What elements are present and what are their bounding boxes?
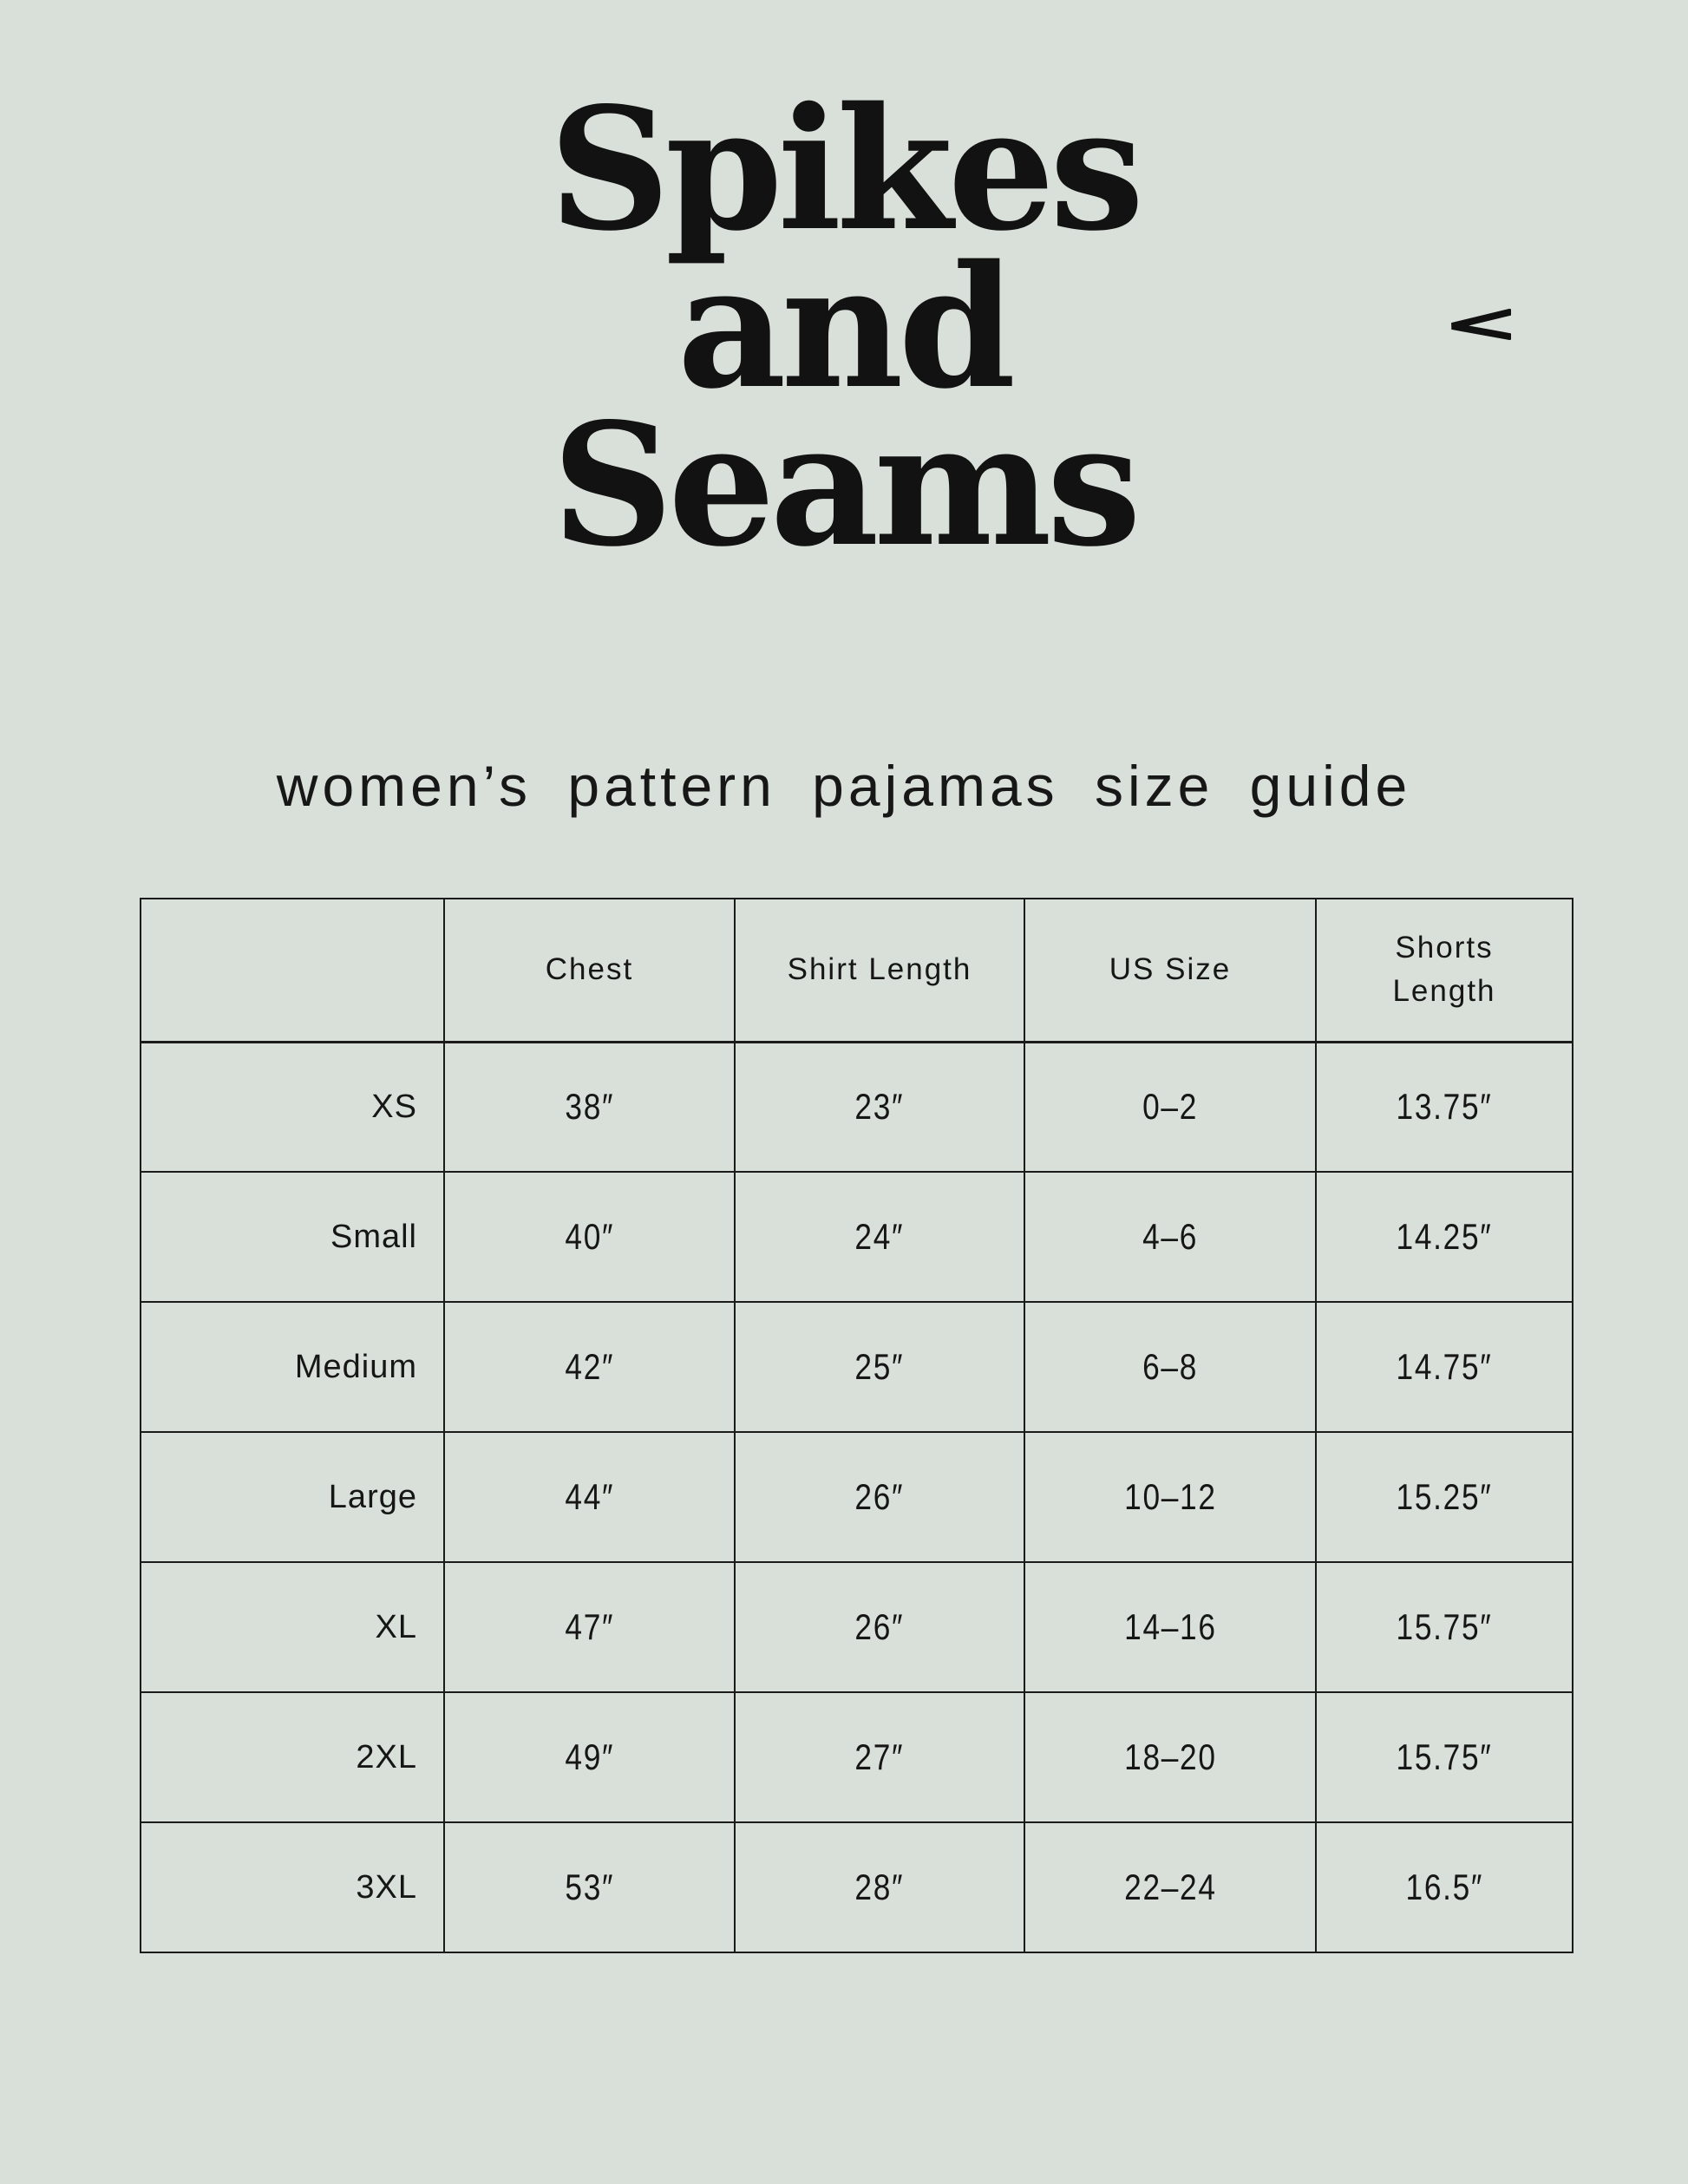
cell-shorts-length: 15.75″	[1316, 1692, 1573, 1822]
chevron-left-icon	[1447, 309, 1511, 345]
table-row	[141, 1562, 1573, 1692]
cell-us-size: 4–6	[1024, 1172, 1316, 1302]
brand-logo	[0, 70, 1688, 584]
cell-shorts-length: 13.75″	[1316, 1042, 1573, 1172]
cell-shirt-length: 24″	[735, 1172, 1024, 1302]
cell-chest: 53″	[444, 1822, 735, 1952]
cell-shirt-length: 26″	[735, 1432, 1024, 1562]
cell-us-size: 10–12	[1024, 1432, 1316, 1562]
cell-us-size: 22–24	[1024, 1822, 1316, 1952]
table-row	[141, 1432, 1573, 1562]
cell-chest: 44″	[444, 1432, 735, 1562]
header-blank	[141, 899, 444, 1042]
cell-us-size: 18–20	[1024, 1692, 1316, 1822]
page-title: women’s pattern pajamas size guide	[276, 754, 1412, 818]
table-row	[141, 1172, 1573, 1302]
cell-chest: 42″	[444, 1302, 735, 1432]
header-row	[141, 899, 1573, 1042]
cell-shorts-length: 14.75″	[1316, 1302, 1573, 1432]
cell-shirt-length: 27″	[735, 1692, 1024, 1822]
logo-line: Seams	[552, 386, 1136, 584]
row-label: Small	[141, 1172, 444, 1302]
cell-shorts-length: 15.75″	[1316, 1562, 1573, 1692]
table-row	[141, 1042, 1573, 1172]
cell-shirt-length: 26″	[735, 1562, 1024, 1692]
cell-us-size: 14–16	[1024, 1562, 1316, 1692]
row-label: Medium	[141, 1302, 444, 1432]
size-chart-table	[140, 898, 1574, 1953]
cell-shorts-length: 14.25″	[1316, 1172, 1573, 1302]
header-us-size: US Size	[1024, 899, 1316, 1042]
cell-us-size: 0–2	[1024, 1042, 1316, 1172]
row-label: XS	[141, 1042, 444, 1172]
header-shirt-length: Shirt Length	[735, 899, 1024, 1042]
table-row	[141, 1692, 1573, 1822]
row-label: 3XL	[141, 1822, 444, 1952]
cell-shirt-length: 28″	[735, 1822, 1024, 1952]
cell-us-size: 6–8	[1024, 1302, 1316, 1432]
cell-shorts-length: 15.25″	[1316, 1432, 1573, 1562]
table-row	[141, 1302, 1573, 1432]
cell-shorts-length: 16.5″	[1316, 1822, 1573, 1952]
cell-chest: 40″	[444, 1172, 735, 1302]
logo-line: Spikes	[548, 70, 1140, 268]
cell-shirt-length: 25″	[735, 1302, 1024, 1432]
cell-chest: 38″	[444, 1042, 735, 1172]
row-label: Large	[141, 1432, 444, 1562]
cell-chest: 49″	[444, 1692, 735, 1822]
cell-chest: 47″	[444, 1562, 735, 1692]
table-row	[141, 1822, 1573, 1952]
header-chest: Chest	[444, 899, 735, 1042]
row-label: XL	[141, 1562, 444, 1692]
cell-shirt-length: 23″	[735, 1042, 1024, 1172]
row-label: 2XL	[141, 1692, 444, 1822]
logo-line: and	[677, 228, 1011, 426]
header-shorts-length: Shorts Length	[1316, 899, 1573, 1042]
